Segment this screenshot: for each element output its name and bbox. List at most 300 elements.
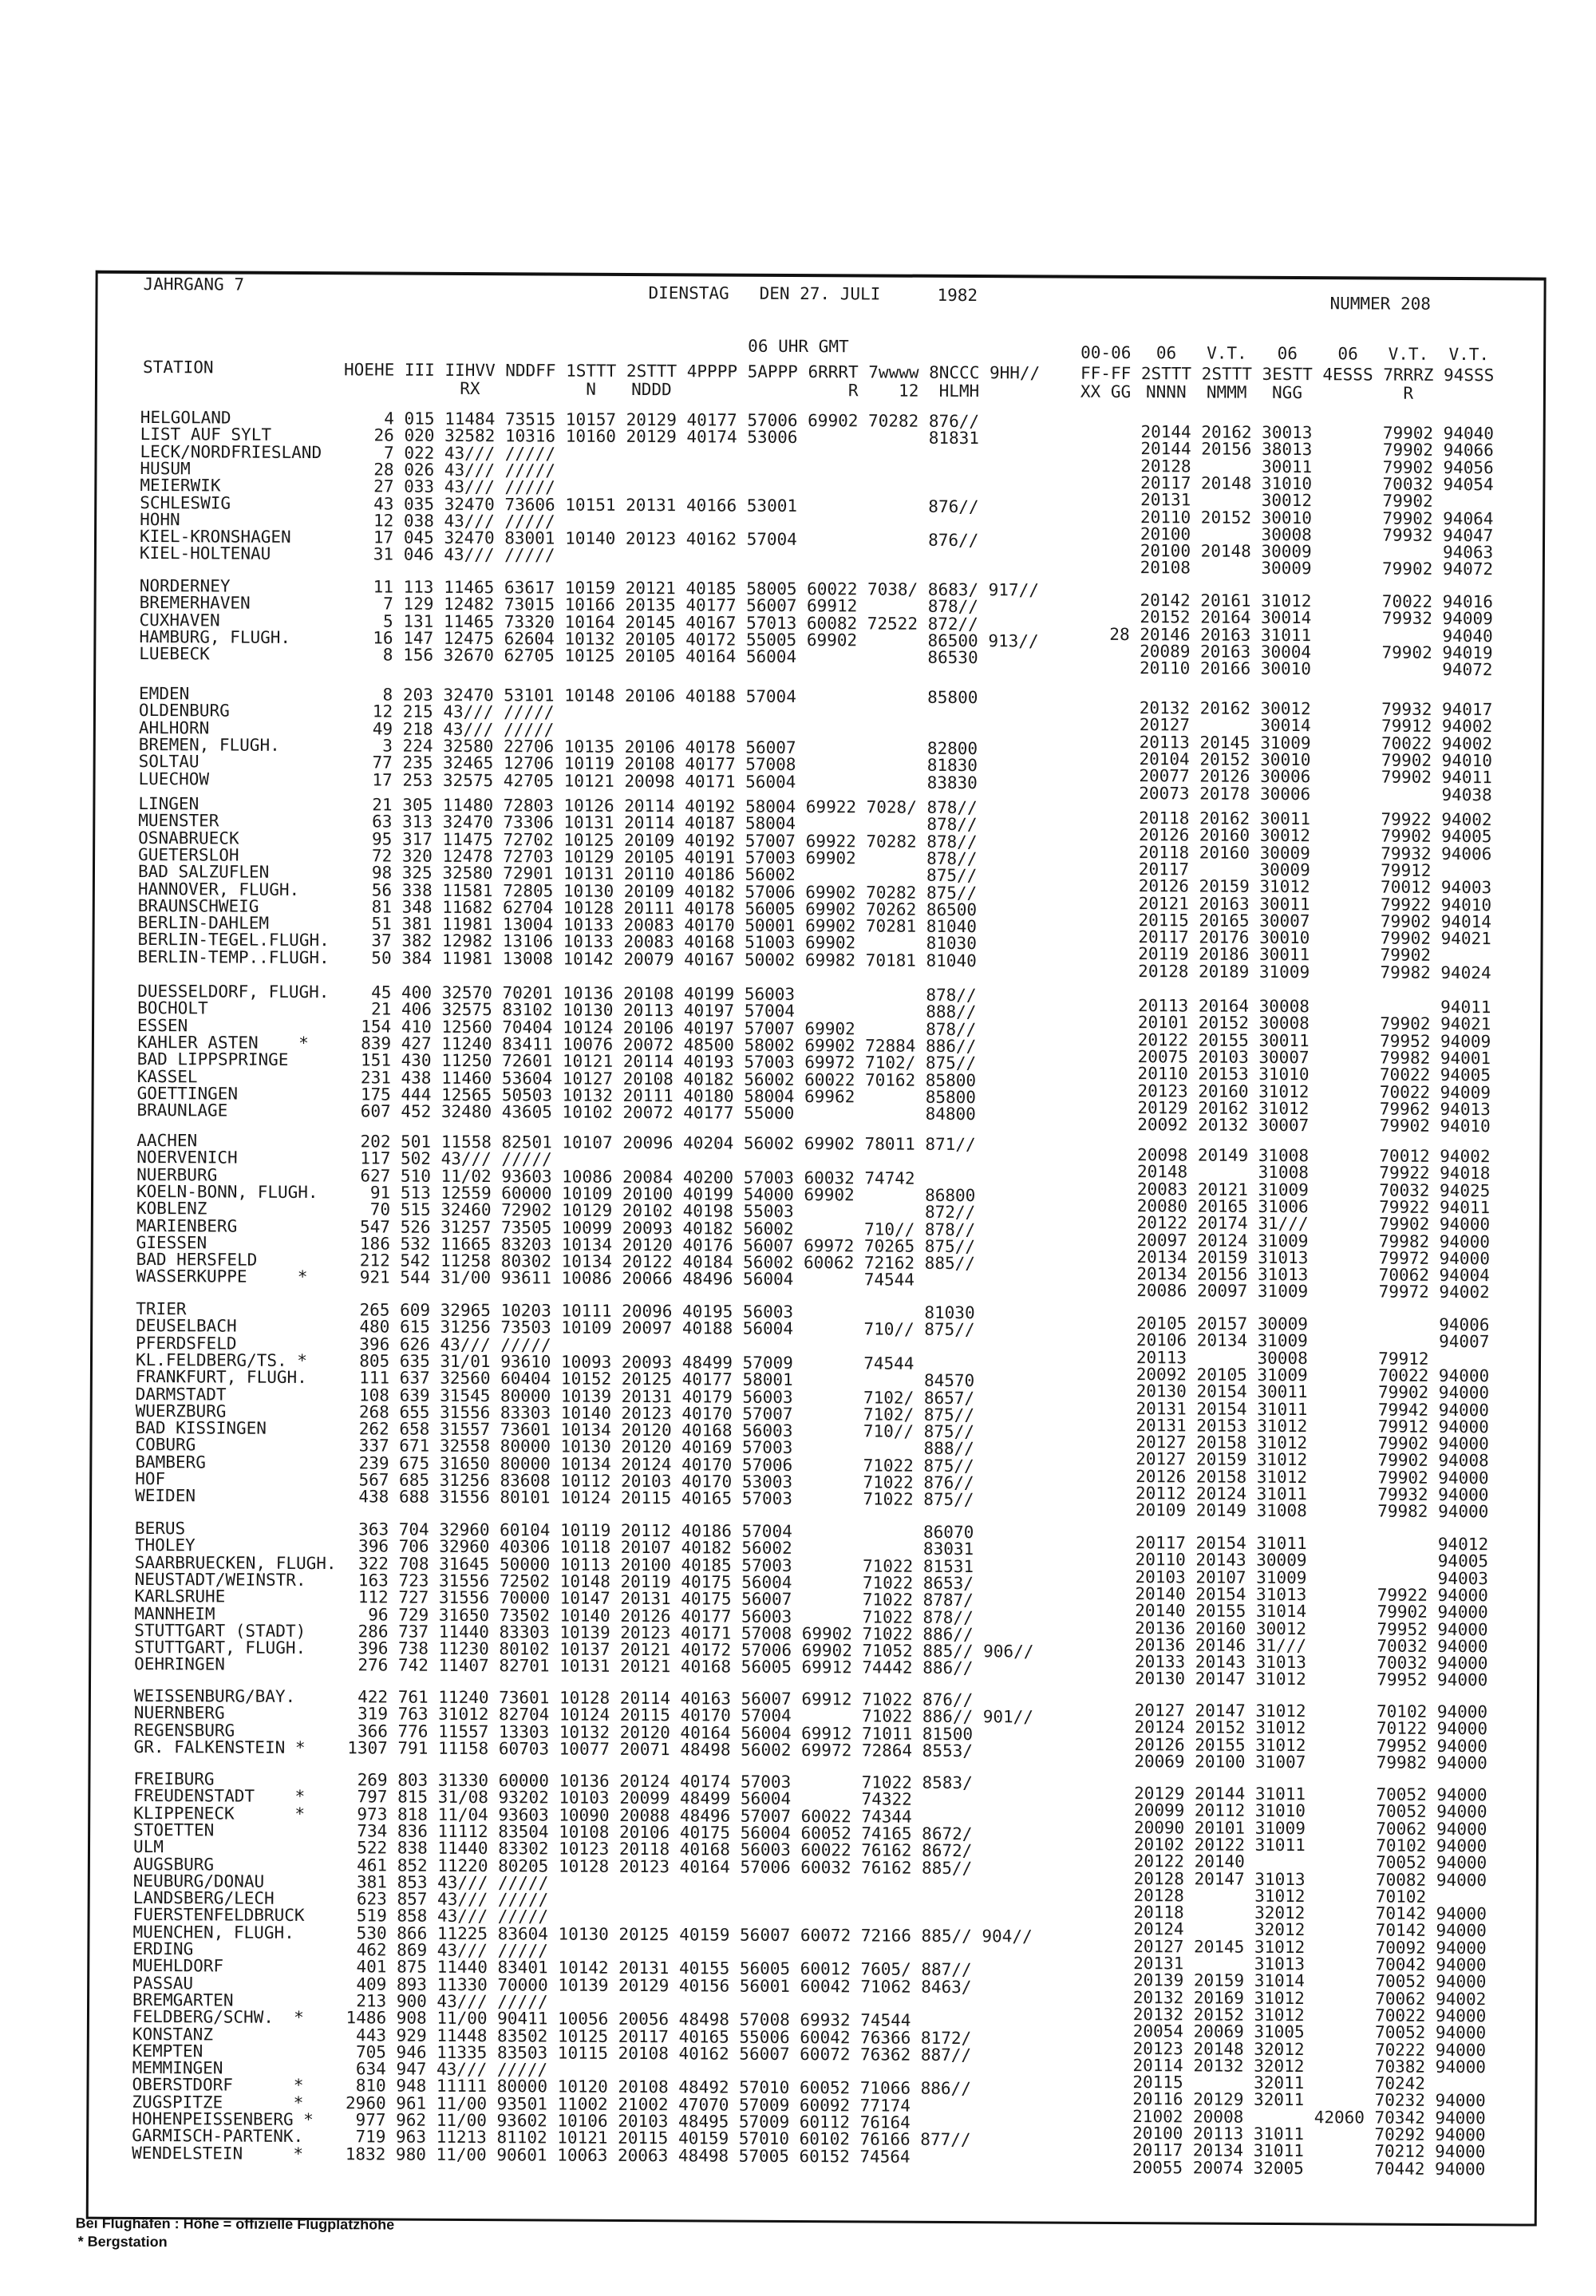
extra-cell: 31012 (1255, 1718, 1306, 1738)
station-name: MUENSTER (138, 811, 219, 831)
extra-cell: 31011 (1254, 1784, 1306, 1804)
extra-cell: 20118 (1133, 1903, 1184, 1923)
obs-cell: 82704 (499, 1705, 550, 1725)
extra-cell: 70022 (1375, 2006, 1426, 2025)
extra-cell: 94005 (1437, 1551, 1489, 1571)
obs-cell: 675 (399, 1453, 430, 1473)
obs-cell: 83608 (500, 1471, 551, 1491)
station-name: AACHEN (136, 1130, 198, 1151)
obs-cell: 20100 (622, 1184, 674, 1204)
extra-cell: 20128 (1133, 1868, 1184, 1888)
extra-cell: 20126 (1199, 766, 1250, 786)
extra-cell: 70062 (1376, 1819, 1427, 1839)
obs-cell: 888// (926, 1002, 977, 1022)
obs-cell: 58001 (742, 1369, 793, 1390)
obs-cell: 63 (372, 812, 393, 832)
extra-cell: 79902 (1381, 826, 1432, 847)
obs-cell: 363 (358, 1519, 389, 1539)
station-name: KLIPPENECK (133, 1803, 235, 1824)
obs-cell: 11440 (437, 1958, 488, 1978)
station-name: FUERSTENFELDBRUCK (132, 1905, 305, 1926)
obs-cell: 510 (400, 1166, 431, 1186)
obs-cell: 10108 (559, 1822, 610, 1842)
obs-cell: 56002 (741, 1538, 792, 1559)
obs-cell: 93610 (500, 1352, 551, 1372)
extra-cell: 32012 (1254, 1920, 1306, 1940)
column-subheader: NMMM (1206, 382, 1247, 402)
obs-cell: 72 (371, 846, 393, 866)
extra-cell: 20127 (1134, 1701, 1185, 1721)
extra-cell: 20101 (1137, 1013, 1189, 1033)
extra-cell: 79922 (1379, 1197, 1430, 1217)
extra-cell: 94021 (1440, 929, 1491, 949)
obs-cell: 10147 (559, 1588, 610, 1609)
obs-cell: 57007 (744, 1018, 795, 1038)
obs-cell: 45 (371, 982, 392, 1002)
extra-cell: 20176 (1199, 927, 1250, 947)
extra-cell: 32012 (1254, 1903, 1306, 1923)
obs-cell: 72805 (503, 880, 554, 900)
obs-cell: 76162 (861, 1857, 912, 1878)
obs-cell: 40200 (682, 1167, 734, 1188)
obs-cell: 43/// (440, 1149, 492, 1169)
obs-cell: 688 (398, 1487, 429, 1508)
extra-cell: 20117 (1138, 859, 1190, 879)
obs-cell: 71022 (862, 1606, 913, 1627)
extra-cell: 20159 (1199, 876, 1250, 896)
obs-cell: 901// (982, 1707, 1034, 1727)
obs-cell: 11330 (437, 1974, 488, 1994)
obs-cell: 57006 (740, 1857, 791, 1877)
obs-cell: 7102/ (863, 1405, 915, 1425)
obs-cell: 56007 (746, 595, 797, 616)
obs-cell: 62705 (504, 646, 555, 666)
obs-cell: 7605/ (860, 1959, 911, 1980)
extra-cell: 31013 (1256, 1584, 1307, 1605)
obs-cell: 57006 (741, 1640, 792, 1661)
obs-cell: 20123 (621, 1403, 672, 1424)
extra-cell: 31012 (1259, 877, 1310, 897)
extra-cell: 31011 (1254, 1835, 1306, 1855)
obs-cell: 32470 (444, 494, 495, 514)
extra-cell: 94000 (1439, 1248, 1490, 1269)
obs-cell: 319 (358, 1704, 389, 1724)
extra-cell: 20154 (1195, 1584, 1246, 1604)
obs-cell: 876// (923, 1472, 974, 1493)
obs-cell: 40182 (681, 1538, 732, 1558)
obs-cell: 10133 (563, 915, 614, 935)
extra-cell: 94000 (1436, 1802, 1487, 1822)
obs-cell: 875// (923, 1405, 975, 1425)
extra-cell: 70022 (1381, 591, 1433, 611)
obs-cell: 32470 (442, 812, 493, 832)
obs-cell: 51003 (745, 933, 796, 953)
extra-cell: 20130 (1134, 1669, 1186, 1689)
extra-cell: 20164 (1200, 607, 1251, 628)
obs-cell: 381 (401, 914, 433, 934)
obs-cell: 31556 (438, 1587, 490, 1608)
extra-cell: 94002 (1441, 733, 1493, 753)
obs-cell: 40170 (680, 1705, 731, 1725)
obs-cell: 69962 (804, 1086, 855, 1107)
obs-cell: 31/08 (437, 1788, 488, 1808)
extra-cell: 20152 (1198, 1013, 1250, 1033)
obs-cell: 112 (358, 1587, 389, 1607)
obs-cell: 20114 (619, 1688, 671, 1709)
station-name: ESSEN (136, 1015, 188, 1035)
obs-cell: 396 (358, 1536, 389, 1556)
extra-cell: 94000 (1436, 1904, 1487, 1924)
extra-cell: 94011 (1440, 997, 1491, 1018)
extra-cell: 20166 (1199, 658, 1251, 678)
obs-cell: 57003 (743, 1168, 794, 1188)
obs-cell: 8463/ (921, 1977, 972, 1997)
obs-cell: 10142 (563, 949, 614, 969)
obs-cell: 406 (401, 999, 432, 1020)
obs-cell: 40168 (681, 1421, 733, 1440)
obs-cell: 035 (404, 494, 435, 514)
obs-cell: 634 (355, 2059, 386, 2079)
obs-cell: 60152 (799, 2146, 850, 2166)
obs-cell: 20079 (623, 949, 674, 969)
station-name: KIEL-KRONSHAGEN (139, 527, 291, 547)
obs-cell: 10140 (565, 528, 616, 548)
obs-cell: 10124 (560, 1488, 611, 1508)
obs-cell: 542 (400, 1251, 431, 1271)
obs-cell: 72702 (503, 829, 554, 850)
extra-cell: 31014 (1254, 1971, 1305, 1991)
station-name: HUSUM (140, 458, 191, 479)
station-name: SOLTAU (138, 752, 200, 772)
obs-cell: 83001 (504, 528, 555, 548)
obs-cell: 31650 (438, 1605, 490, 1625)
extra-cell: 30010 (1260, 659, 1312, 679)
extra-cell: 94000 (1438, 1502, 1489, 1522)
extra-cell: 94013 (1440, 1099, 1491, 1120)
obs-cell: 60404 (500, 1369, 551, 1389)
column-header: FF-FF (1080, 363, 1132, 384)
extra-cell: 20130 (1136, 1381, 1187, 1401)
obs-cell: 117 (360, 1148, 391, 1168)
obs-cell: 40172 (680, 1640, 732, 1660)
station-name: BERLIN-TEMP..FLUGH. (137, 946, 330, 967)
extra-cell: 20116 (1132, 2089, 1183, 2109)
extra-cell: 20110 (1137, 1064, 1188, 1084)
obs-cell: 81831 (928, 429, 980, 449)
obs-cell: 20129 (618, 1975, 670, 1995)
obs-cell: 77174 (859, 2096, 911, 2116)
extra-cell: 94000 (1436, 1938, 1487, 1958)
obs-cell: 921 (359, 1267, 390, 1287)
extra-cell: 94025 (1440, 1180, 1491, 1200)
obs-cell: 53604 (501, 1068, 553, 1088)
obs-cell: 7038/ (867, 579, 918, 599)
obs-cell: ///// (497, 1872, 549, 1893)
extra-cell: 94003 (1437, 1568, 1488, 1588)
station-name: MUEHLDORF (132, 1956, 224, 1976)
extra-cell: 30006 (1259, 784, 1311, 804)
obs-cell: 20107 (620, 1538, 672, 1558)
obs-cell: 69902 (804, 1134, 855, 1154)
obs-cell: 40159 (679, 1924, 730, 1945)
extra-cell: 20144 (1140, 422, 1191, 442)
extra-cell: 20142 (1140, 591, 1191, 611)
station-name: EMDEN (139, 683, 190, 704)
obs-cell: 70282 (866, 882, 917, 903)
extra-cell: 31009 (1260, 733, 1311, 753)
obs-cell: 32580 (442, 863, 493, 883)
extra-cell: 20113 (1139, 732, 1190, 752)
station-name: MEMMINGEN (132, 2058, 223, 2078)
obs-cell: 57010 (738, 2128, 790, 2149)
extra-cell: 94000 (1438, 1383, 1490, 1403)
obs-cell: 7 (383, 594, 393, 614)
obs-cell: 60042 (800, 2027, 851, 2047)
obs-cell: 60052 (799, 2078, 851, 2098)
obs-cell: 48498 (680, 1740, 731, 1760)
obs-cell: 761 (397, 1687, 429, 1707)
obs-cell: 876// (928, 530, 979, 551)
extra-cell: 31006 (1258, 1196, 1309, 1217)
obs-cell: 947 (396, 2059, 427, 2079)
extra-cell: 20154 (1196, 1398, 1247, 1419)
extra-cell: 20158 (1196, 1433, 1247, 1452)
obs-cell: 69902 (804, 1035, 855, 1056)
extra-cell: 79912 (1381, 860, 1432, 880)
obs-cell: 85800 (927, 687, 978, 708)
extra-cell: 20132 (1198, 1115, 1249, 1135)
station-name: HANNOVER, FLUGH. (137, 879, 300, 899)
extra-cell: 20054 (1132, 2021, 1184, 2041)
obs-cell: 151 (361, 1050, 392, 1070)
obs-cell: 430 (401, 1050, 432, 1070)
station-name: BAD KISSINGEN (135, 1418, 267, 1438)
obs-cell: 72601 (502, 1051, 553, 1071)
obs-cell: 40156 (678, 1975, 730, 1996)
obs-cell: 10125 (563, 830, 614, 850)
obs-cell: 10126 (563, 796, 614, 816)
obs-cell: 86530 (927, 647, 978, 668)
obs-cell: 57008 (741, 1623, 792, 1643)
obs-cell: 69902 (805, 916, 856, 936)
obs-cell: 913// (988, 631, 1039, 651)
obs-cell: 73601 (499, 1688, 550, 1708)
extra-cell: 70442 (1374, 2159, 1425, 2179)
extra-cell: 79902 (1382, 423, 1434, 443)
obs-cell: 11557 (438, 1721, 489, 1741)
extra-cell: 94000 (1437, 1670, 1488, 1690)
obs-cell: 81040 (926, 916, 978, 937)
obs-cell: 69972 (804, 1053, 855, 1073)
extra-cell: 79982 (1378, 1231, 1430, 1251)
obs-cell: 4 (384, 409, 394, 429)
obs-cell: 56005 (745, 899, 796, 919)
extra-cell: 79902 (1377, 1450, 1428, 1471)
station-name: AHLHORN (138, 717, 210, 737)
obs-cell: 20113 (622, 1001, 674, 1021)
obs-cell: 875// (923, 1421, 974, 1442)
extra-cell: 70052 (1376, 1784, 1427, 1804)
obs-cell: 56002 (744, 1069, 795, 1089)
obs-cell: 253 (402, 770, 433, 790)
obs-cell: 50503 (501, 1085, 553, 1105)
station-name: AUGSBURG (132, 1854, 215, 1874)
obs-cell: 40166 (685, 495, 737, 516)
obs-cell: 83503 (496, 2042, 548, 2063)
extra-cell: 79932 (1377, 1484, 1428, 1504)
extra-cell: 20122 (1133, 1851, 1185, 1871)
extra-cell: 94000 (1436, 1870, 1487, 1890)
station-name: NEUSTADT/WEINSTR. (134, 1569, 306, 1590)
obs-cell: 40171 (681, 1623, 732, 1643)
extra-cell: 20189 (1199, 962, 1250, 982)
station-name: KEMPTEN (132, 2041, 203, 2061)
obs-cell: 705 (355, 2042, 386, 2062)
obs-cell: 154 (361, 1016, 392, 1037)
extra-cell: 31012 (1258, 1081, 1310, 1101)
obs-cell: 461 (357, 1855, 388, 1875)
obs-cell: 40175 (679, 1823, 731, 1843)
obs-cell: 11475 (442, 829, 493, 849)
obs-cell: 93603 (501, 1166, 552, 1187)
obs-cell: 929 (396, 2025, 427, 2045)
obs-cell: 50 (371, 948, 392, 968)
extra-cell: 31012 (1254, 1886, 1306, 1906)
extra-cell: 20086 (1136, 1281, 1187, 1301)
obs-cell: 108 (358, 1385, 390, 1405)
obs-cell: 11440 (438, 1622, 490, 1642)
station-name: CUXHAVEN (139, 610, 220, 630)
station-name: BAD SALZUFLEN (137, 862, 270, 882)
obs-cell: 10123 (559, 1839, 610, 1859)
extra-cell: 30012 (1255, 1618, 1307, 1638)
obs-cell: 10115 (557, 2043, 609, 2063)
obs-cell: 83102 (502, 1000, 553, 1020)
extra-cell: 94066 (1443, 441, 1494, 460)
obs-cell: 10056 (557, 2009, 609, 2029)
obs-cell: 57003 (745, 848, 796, 867)
extra-cell: 94000 (1436, 1719, 1488, 1739)
extra-cell: 20152 (1140, 607, 1191, 627)
obs-cell: 11/00 (436, 2144, 487, 2164)
extra-cell: 20109 (1135, 1500, 1187, 1520)
obs-cell: 32570 (441, 982, 492, 1003)
obs-cell: 32465 (442, 753, 494, 773)
obs-cell: 286 (358, 1622, 389, 1642)
obs-cell: ///// (497, 1941, 548, 1961)
station-column-header: STATION (143, 357, 214, 377)
obs-cell: 11480 (442, 795, 494, 816)
obs-cell: 57004 (745, 686, 796, 706)
obs-cell: 8583/ (922, 1772, 973, 1793)
obs-cell: 40185 (685, 579, 737, 599)
obs-cell: 73503 (500, 1318, 551, 1338)
extra-cell: 20100 (1132, 2124, 1183, 2144)
obs-cell: ///// (497, 1890, 549, 1910)
extra-cell: 94002 (1441, 809, 1492, 830)
obs-cell: 878// (922, 1607, 974, 1627)
extra-cell: 30007 (1258, 1115, 1310, 1136)
obs-cell: 76362 (859, 2045, 911, 2065)
obs-cell: 875// (926, 883, 978, 903)
extra-cell: 79902 (1380, 1014, 1431, 1034)
obs-cell: 40188 (685, 686, 737, 706)
obs-cell: 10063 (557, 2145, 608, 2165)
obs-cell: 872// (924, 1202, 976, 1223)
extra-cell: 20124 (1197, 1230, 1248, 1251)
extra-cell: 94001 (1440, 1048, 1491, 1069)
obs-cell: ///// (504, 545, 555, 565)
obs-cell: 74544 (860, 2010, 911, 2030)
extra-cell: 20123 (1137, 1081, 1188, 1101)
obs-cell: 70265 (863, 1236, 915, 1256)
column-subheader: NGG (1272, 382, 1303, 403)
obs-cell: 878// (926, 1019, 977, 1039)
obs-cell: 56004 (745, 646, 797, 667)
obs-cell: 40177 (683, 1103, 734, 1123)
obs-cell: 11581 (442, 880, 493, 900)
extra-cell: 20121 (1138, 893, 1189, 913)
extra-cell: 70242 (1374, 2073, 1426, 2093)
extra-cell: 94000 (1436, 1853, 1487, 1873)
obs-cell: 876// (928, 496, 979, 516)
obs-cell: 69912 (801, 1723, 852, 1743)
obs-cell: 623 (356, 1889, 387, 1909)
column-header: III (404, 360, 435, 380)
obs-cell: 12565 (440, 1085, 492, 1105)
obs-cell: 63617 (504, 578, 555, 598)
column-subheader: NDDD (631, 379, 672, 400)
obs-cell: 20145 (625, 612, 676, 632)
obs-cell: 70000 (497, 1974, 548, 1995)
extra-cell: 79902 (1381, 642, 1432, 662)
obs-cell: 86070 (923, 1522, 974, 1543)
extra-cell: 94014 (1440, 911, 1492, 932)
extra-cell: 20147 (1195, 1669, 1246, 1689)
station-name: HOHN (140, 509, 180, 530)
obs-cell: 57003 (741, 1555, 792, 1575)
extra-cell: 30008 (1261, 524, 1312, 544)
obs-cell: 10140 (560, 1403, 612, 1423)
extra-cell: 30009 (1257, 1314, 1309, 1334)
extra-cell: 79902 (1381, 750, 1432, 770)
obs-cell: 40167 (684, 949, 735, 970)
station-name: PFERDSFELD (136, 1333, 237, 1353)
obs-cell: 866 (397, 1923, 428, 1943)
extra-cell: 20162 (1199, 808, 1250, 828)
obs-cell: 69912 (806, 596, 858, 616)
extra-cell: 20126 (1136, 1466, 1187, 1487)
station-name: FREUDENSTADT (133, 1786, 255, 1806)
obs-cell: 56007 (743, 1235, 794, 1255)
extra-cell: 30014 (1260, 716, 1311, 736)
extra-cell: 94018 (1440, 1164, 1491, 1184)
extra-cell: 31012 (1254, 2005, 1305, 2025)
extra-cell: 94002 (1441, 717, 1493, 737)
extra-cell: 20100 (1140, 524, 1191, 544)
obs-cell: 48498 (678, 2145, 729, 2166)
period-header: 06 (1337, 344, 1358, 364)
extra-cell: 79902 (1382, 457, 1433, 477)
extra-cell: 20118 (1139, 808, 1190, 828)
station-name: OSNABRUECK (138, 828, 239, 848)
extra-cell: 20122 (1194, 1835, 1245, 1855)
station-name: BERUS (134, 1518, 186, 1539)
obs-cell: 47070 (678, 2094, 729, 2115)
station-name: STUTTGART, FLUGH. (134, 1638, 306, 1658)
obs-cell: 69922 (805, 831, 856, 851)
extra-cell: 20155 (1195, 1601, 1246, 1621)
